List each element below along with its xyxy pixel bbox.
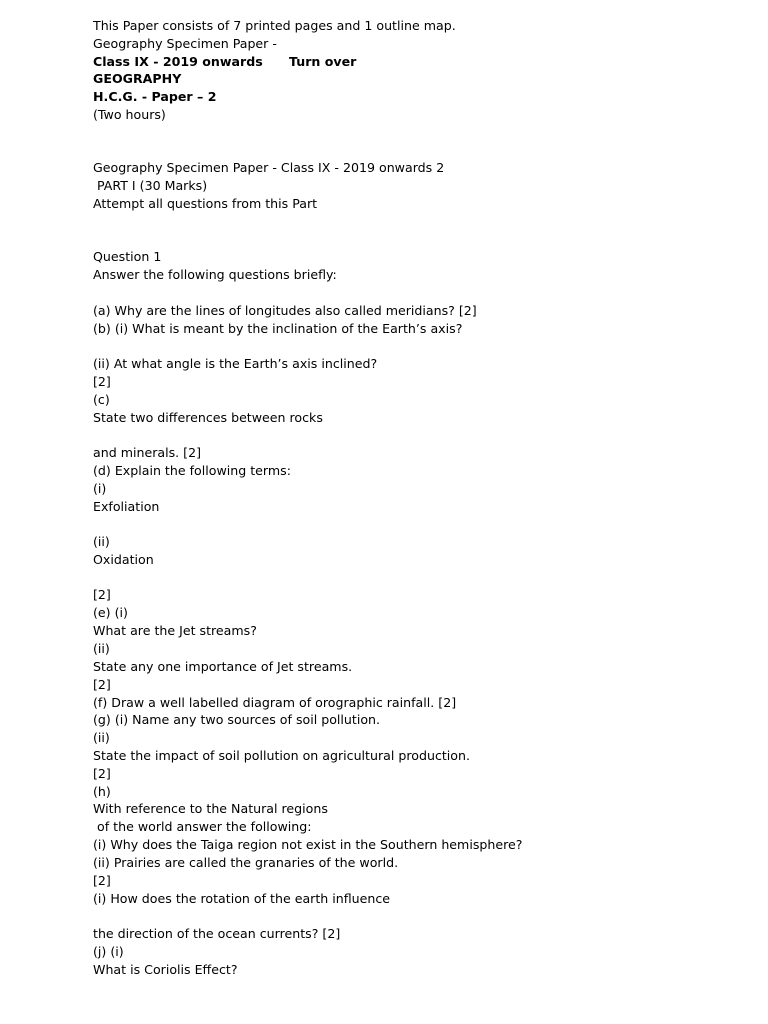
header-duration: (Two hours) xyxy=(93,107,166,122)
question-line: [2] xyxy=(93,766,111,781)
question-line: State the impact of soil pollution on agricultural production. xyxy=(93,748,470,763)
part-running-title: Geography Specimen Paper - Class IX - 2019 onwards 2 xyxy=(93,160,445,175)
question-line: Oxidation xyxy=(93,552,154,567)
question-line: and minerals. [2] xyxy=(93,445,201,460)
question-line: (c) xyxy=(93,392,110,407)
question-line: of the world answer the following: xyxy=(93,819,312,834)
question-line: the direction of the ocean currents? [2] xyxy=(93,926,341,941)
question-line: What is Coriolis Effect? xyxy=(93,962,238,977)
question-title: Question 1 xyxy=(93,249,162,264)
question-line: (ii) xyxy=(93,641,110,656)
question-line: (j) (i) xyxy=(93,944,124,959)
question-line: (ii) At what angle is the Earth’s axis inclined? xyxy=(93,356,378,371)
part-instruction: Attempt all questions from this Part xyxy=(93,196,318,211)
question-line: [2] xyxy=(93,677,111,692)
header-paper: H.C.G. - Paper – 2 xyxy=(93,89,217,104)
question-line: (f) Draw a well labelled diagram of orographic rainfall. [2] xyxy=(93,695,457,710)
question-line: (g) (i) Name any two sources of soil pollution. xyxy=(93,712,381,727)
part-heading: PART I (30 Marks) xyxy=(93,178,208,193)
question-line: (ii) xyxy=(93,730,110,745)
question-line: (i) How does the rotation of the earth influence xyxy=(93,891,391,906)
question-line: State two differences between rocks xyxy=(93,410,323,425)
question-line: (a) Why are the lines of longitudes also called meridians? [2] xyxy=(93,303,477,318)
header-class: Class IX - 2019 onwards Turn over xyxy=(93,54,357,69)
header-subject: GEOGRAPHY xyxy=(93,71,182,86)
question-line: [2] xyxy=(93,873,111,888)
question-line: (e) (i) xyxy=(93,605,128,620)
question-line: (b) (i) What is meant by the inclination of the Earth’s axis? xyxy=(93,321,463,336)
question-line: Exfoliation xyxy=(93,499,160,514)
question-line: With reference to the Natural regions xyxy=(93,801,328,816)
question-line: (d) Explain the following terms: xyxy=(93,463,291,478)
question-line: (ii) xyxy=(93,534,110,549)
header-specimen-title: Geography Specimen Paper - xyxy=(93,36,277,51)
question-line: [2] xyxy=(93,374,111,389)
question-line: (ii) Prairies are called the granaries of the world. xyxy=(93,855,399,870)
question-line: State any one importance of Jet streams. xyxy=(93,659,353,674)
question-instruction: Answer the following questions briefly: xyxy=(93,267,337,282)
question-line: (i) Why does the Taiga region not exist in the Southern hemisphere? xyxy=(93,837,523,852)
question-line: (h) xyxy=(93,784,111,799)
question-line: [2] xyxy=(93,587,111,602)
question-line: (i) xyxy=(93,481,107,496)
header-pages-note: This Paper consists of 7 printed pages and 1 outline map. xyxy=(93,18,456,33)
question-line: What are the Jet streams? xyxy=(93,623,257,638)
